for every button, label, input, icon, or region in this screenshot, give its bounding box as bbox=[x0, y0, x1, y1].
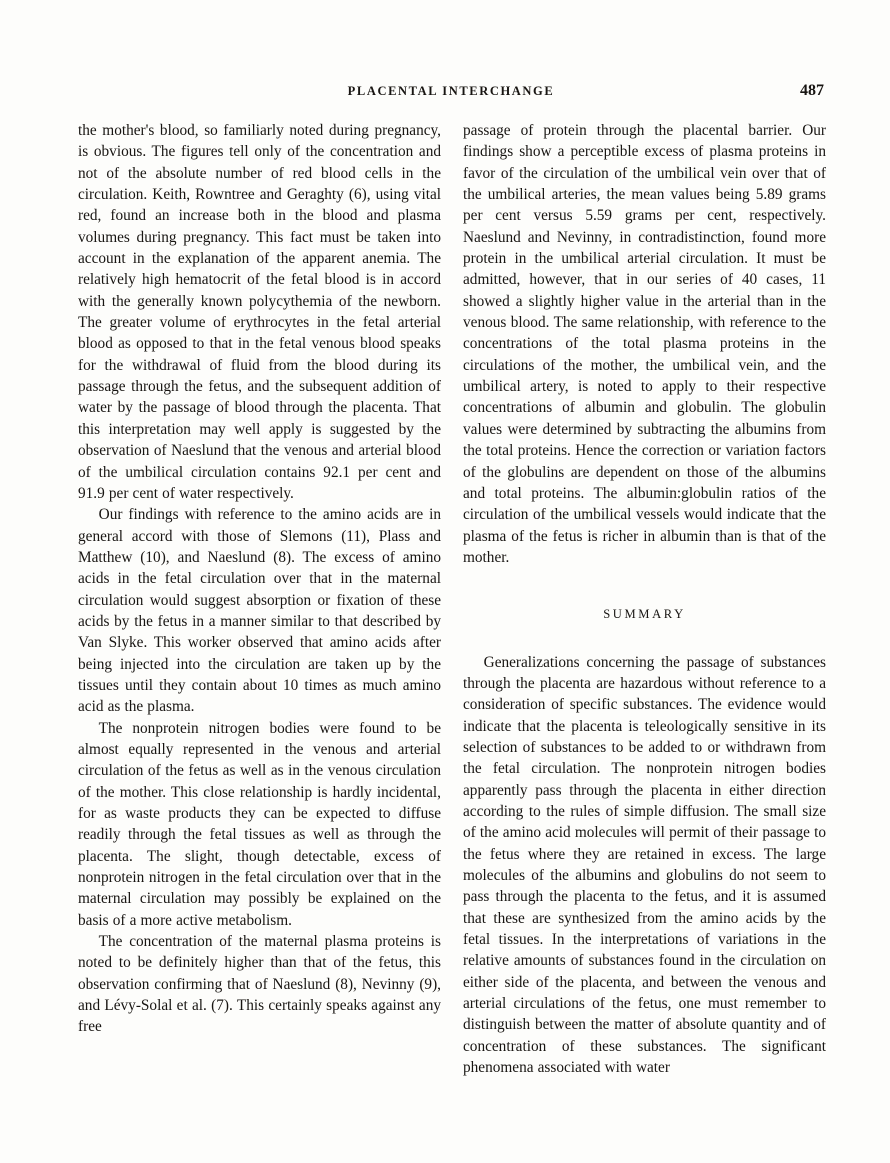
paragraph: passage of protein through the placental barrier. Our findings show a perceptible excess of plasma proteins in favor of the circulation of the umbilical vein over that of the umbilical arteries, the mean values being 5.89 grams per cent versus 5.59 grams per cent, respectively. Naeslund and Nevinny, in contradistinction, found more protein in the umbilical arterial circulation. It must be admitted, however, that in our series of 40 cases, 11 showed a slightly higher value in the arterial than in the venous blood. The same relationship, with reference to the concentrations of the total plasma proteins in the circulations of the mother, the umbilical vein, and the umbilical artery, is noted to apply to their respective concentrations of albumin and globulin. The globulin values were determined by subtracting the albumins from the total proteins. Hence the correction or variation factors of the globulins are dependent on those of the albumins and total proteins. The albumin:globulin ratios of the circulation of the umbilical vessels would indicate that the plasma of the fetus is richer in albumin than is that of the mother. bbox=[463, 122, 826, 566]
summary-heading: SUMMARY bbox=[603, 607, 686, 622]
paragraph: The nonprotein nitrogen bodies were found to be almost equally represented in the venous and arterial circulation of the fetus as well as in the venous circulation of the mother. This close relationship is hardly incidental, for as waste products they can be expected to diffuse readily through the fetal tissues as well as through the placenta. The slight, though detectable, excess of nonprotein nitrogen in the fetal circulation over that in the maternal circulation may possibly be explained on the basis of a more active metabolism. bbox=[78, 719, 441, 929]
page-number: 487 bbox=[800, 82, 824, 99]
two-column-body bbox=[78, 120, 826, 1078]
left-column bbox=[78, 120, 441, 1078]
running-header bbox=[78, 84, 824, 104]
paragraph: The concentration of the maternal plasma proteins is noted to be definitely higher than that of the fetus, this observation confirming that of Naeslund (8), Nevinny (9), and Lévy-Solal et al. (7). This certainly speaks against any free bbox=[78, 933, 441, 1036]
right-column bbox=[463, 120, 826, 1078]
paragraph: Generalizations concerning the passage of substances through the placenta are hazardous without reference to a consideration of specific substances. The evidence would indicate that the placenta is teleologically sensitive in its selection of substances to be added to or withdrawn from the fetal circulation. The nonprotein nitrogen bodies apparently pass through the placenta in either direction according to the rules of simple diffusion. The small size of the amino acid molecules will permit of their passage to the fetus where they are retained in excess. The large molecules of the albumins and globulins do not seem to pass through the placenta to the fetus, and it is assumed that these are synthesized from the amino acids by the fetal tissues. In the interpretations of variations in the relative amounts of substances found in the circulation on either side of the placenta, and between the venous and arterial circulations of the fetus, one must remember to distinguish between the matter of absolute quantity and of concentration of these substances. The significant phenomena associated with water bbox=[463, 653, 826, 1077]
paragraph: Our findings with reference to the amino acids are in general accord with those of Slemons (11), Plass and Matthew (10), and Naeslund (8). The excess of amino acids in the fetal circulation over that in the maternal circulation would suggest absorption or fixation of these acids by the fetus in a manner similar to that described by Van Slyke. This worker observed that amino acids after being injected into the circulation are taken up by the tissues until they contain about 10 times as much amino acid as the plasma. bbox=[78, 506, 441, 716]
running-title: PLACENTAL INTERCHANGE bbox=[347, 84, 555, 98]
paragraph: the mother's blood, so familiarly noted during pregnancy, is obvious. The figures tell only of the concentration and not of the absolute number of red blood cells in the circulation. Keith, Rowntree and Geraghty (6), using vital red, found an increase both in the blood and plasma volumes during pregnancy. This fact must be taken into account in the explanation of the apparent anemia. The relatively high hematocrit of the fetal blood is in accord with the generally known polycythemia of the newborn. The greater volume of erythrocytes in the fetal arterial blood as opposed to that in the fetal venous blood speaks for the withdrawal of fluid from the blood during its passage through the fetus, and the subsequent addition of water by the passage of blood through the placenta. That this interpretation may well apply is suggested by the observation of Naeslund that the venous and arterial blood of the umbilical circulation contains 92.1 per cent and 91.9 per cent of water respectively. bbox=[78, 122, 441, 502]
